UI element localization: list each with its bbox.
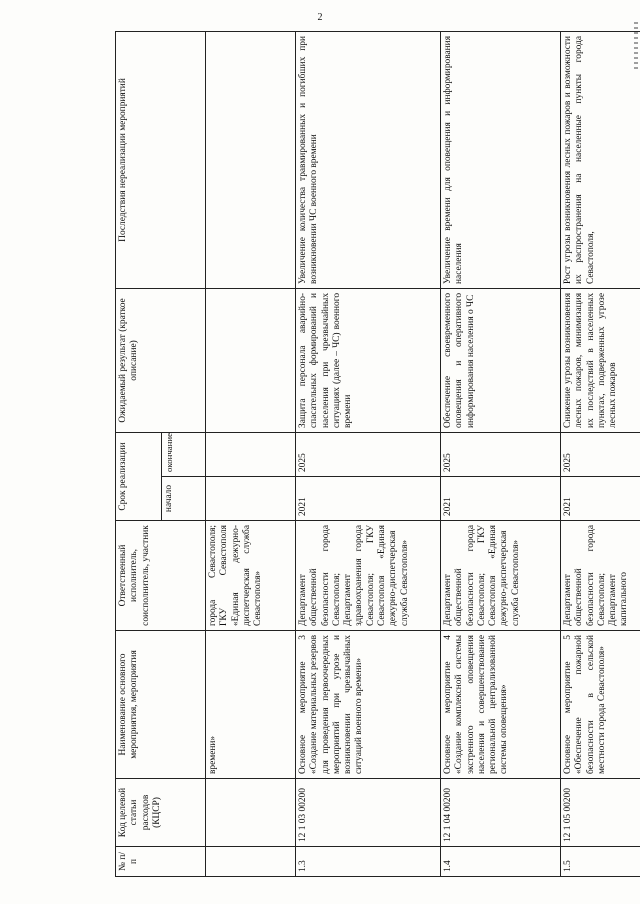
row-responsible: Департамент общественной безопасности города Севастополя; Департамент капитального (561, 521, 640, 631)
row-responsible: Департамент общественной безопасности города Севастополя; ГКУ Севастополя «Единая дежурно-диспетчерская служба Севастополя» (441, 521, 561, 631)
row-responsible: Департамент общественной безопасности города Севастополя; Департамент здравоохранения города Севастополя; ГКУ Севастополя «Единая дежурно-диспетчерская служба Севастополя» (296, 521, 441, 631)
row-end: 2025 (441, 432, 561, 476)
row-num (206, 847, 296, 877)
row-code: 12 1 04 00200 (441, 779, 561, 847)
row-expected: Обеспечение своевременного оповещения и оперативного информирования населения о ЧС (441, 288, 561, 432)
row-num: 1.3 (296, 847, 441, 877)
rotated-table-container (115, 32, 640, 877)
header-name: Наименование основного мероприятия, мероприятия (116, 631, 206, 779)
row-start: 2021 (296, 477, 441, 521)
header-num: № п/п (116, 847, 206, 877)
row-name: времени» (206, 631, 296, 779)
header-expected: Ожидаемый результат (краткое описание) (116, 288, 206, 432)
measures-table (115, 31, 640, 877)
row-consequences: Увеличение времени для оповещения и информирования населения (441, 31, 561, 288)
row-name: Основное мероприятие 5 «Обеспечение пожарной безопасности в сельской местности города Севастополя» (561, 631, 640, 779)
row-start: 2021 (441, 477, 561, 521)
row-expected: Снижение угрозы возникновения лесных пожаров, минимизация их последствий в населенных пунктах, подверженных угрозе лесных пожаров (561, 288, 640, 432)
row-end: 2025 (561, 432, 640, 476)
header-consequences: Последствия нереализации мероприятий (116, 31, 206, 288)
row-responsible: города Севастополя; ГКУ Севастополя «Единая дежурно-диспетчерская служба Севастополя» (206, 521, 296, 631)
row-expected (206, 288, 296, 432)
row-consequences: Увеличение количества травмированных и погибших при возникновении ЧС военного времени (296, 31, 441, 288)
row-end (206, 432, 296, 476)
row-end: 2025 (296, 432, 441, 476)
row-start: 2021 (561, 477, 640, 521)
row-consequences (206, 31, 296, 288)
table-row (296, 31, 441, 876)
page-number: 2 (317, 12, 323, 23)
header-responsible: Ответственный исполнитель, соисполнитель, участник (116, 521, 206, 631)
table-row (441, 31, 561, 876)
row-name: Основное мероприятие 3 «Создание материальных резервов для проведения первоочередных мероприятий при угрозе и возникновении чрезвычайных ситуаций военного времени» (296, 631, 441, 779)
row-code (206, 779, 296, 847)
table-row (206, 31, 296, 876)
row-consequences: Рост угрозы возникновения лесных пожаров и возможности их распространения на населенные пункты города Севастополя, (561, 31, 640, 288)
header-end: окончание (162, 432, 206, 476)
header-period: Срок реализации (116, 432, 162, 520)
table-row (561, 31, 640, 876)
row-name: Основное мероприятие 4 «Создание комплексной системы экстренного оповещения населения и совершенствование региональной централизованной системы оповещения» (441, 631, 561, 779)
row-num: 1.4 (441, 847, 561, 877)
row-num: 1.5 (561, 847, 640, 877)
row-start (206, 477, 296, 521)
row-code: 12 1 05 00200 (561, 779, 640, 847)
row-expected: Защита персонала аварийно-спасательных формирований и населения при чрезвычайных ситуациях (далее – ЧС) военного времени (296, 288, 441, 432)
table-header (116, 31, 206, 876)
row-code: 12 1 03 00200 (296, 779, 441, 847)
header-code: Код целевой статьи расходов (КЦСР) (116, 779, 206, 847)
header-start: начало (162, 477, 206, 521)
